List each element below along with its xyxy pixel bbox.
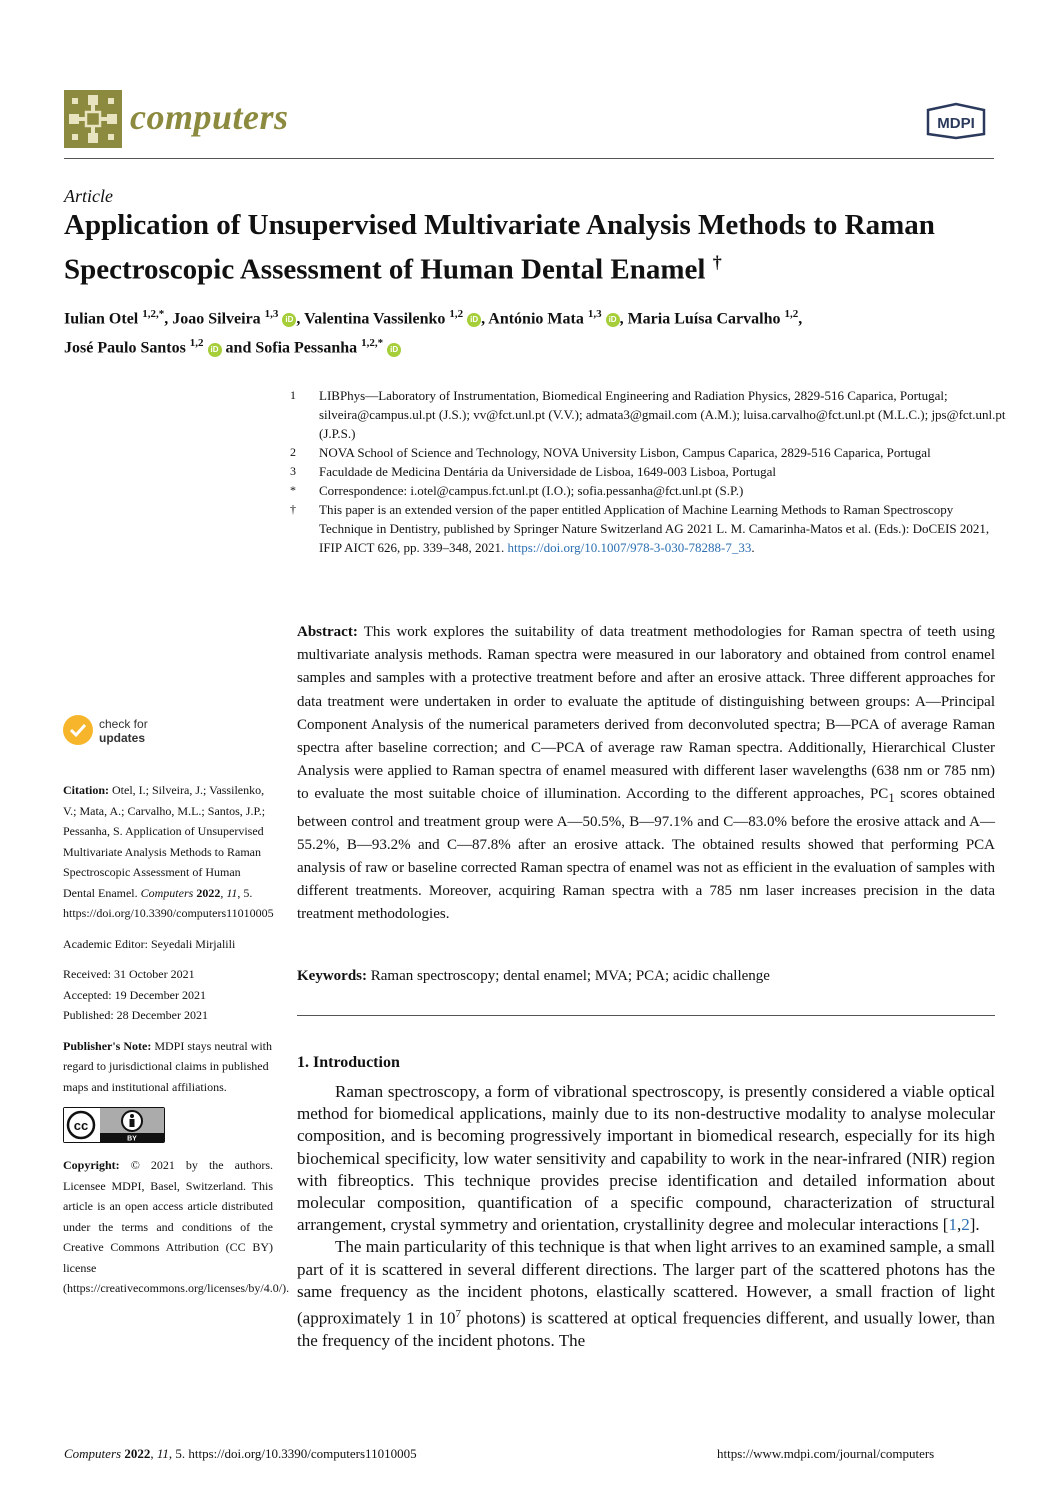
author-name: Sofia Pessanha (255, 339, 362, 357)
title-text: Application of Unsupervised Multivariate Analysis Methods to Raman Spectroscopic Assessment of Human Dental Enamel (64, 209, 935, 286)
affiliation-item (290, 386, 1010, 443)
orcid-icon[interactable]: iD (467, 313, 481, 327)
affiliation-item (290, 481, 1010, 500)
author-list (64, 302, 1004, 361)
footer-citation: Computers 2022, 11, 5. https://doi.org/10.3390/computers11010005 (64, 1446, 417, 1461)
published-date: Published: 28 December 2021 (63, 1008, 208, 1022)
affiliation-mark: † (290, 502, 296, 516)
affiliation-text: LIBPhys—Laboratory of Instrumentation, Biomedical Engineering and Radiation Physics, 2829-516 Caparica, Portugal; silveira@campus.ul.pt (J.S.); vv@fct.unl.pt (V.V.); admata3@gmail.com (A.M.); luisa.carvalho@fct.unl.pt (M.L.C.); jps@fct.unl.pt (J.P.S.) (319, 388, 1006, 441)
dates (63, 964, 273, 1026)
citation: Citation: Otel, I.; Silveira, J.; Vassilenko, V.; Mata, A.; Carvalho, M.L.; Santos, J.P.; Pessanha, S. Application of Unsupervised Multivariate Analysis Methods to Raman Spectroscopic Assessment of Human Dental Enamel. Computers 2022, 11, 5. https://doi.org/10.3390/computers11010005 (63, 783, 274, 920)
author-separator: , (481, 310, 489, 328)
keywords-label: Keywords: (297, 968, 367, 984)
orcid-icon[interactable]: iD (387, 343, 401, 357)
keywords: Keywords: Raman spectroscopy; dental enamel; MVA; PCA; acidic challenge (297, 968, 770, 984)
author-affiliation-mark: 1,2,* (361, 337, 384, 350)
mdpi-logo-text: MDPI (937, 115, 975, 132)
check-for-updates-button[interactable] (63, 715, 163, 751)
orcid-icon[interactable]: iD (282, 313, 296, 327)
accepted-date: Accepted: 19 December 2021 (63, 987, 206, 1002)
author-affiliation-mark: 1,3 (587, 308, 602, 320)
copyright: Copyright: © 2021 by the authors. Licensee MDPI, Basel, Switzerland. This article is an open access article distributed under the terms and conditions of the Creative Commons Attribution (CC BY) license (https://creativecommons.org/licenses/by/4.0/). (63, 1158, 290, 1295)
author-separator: , (798, 310, 803, 328)
affiliation-item (290, 500, 1010, 557)
check-text-line1: check for (99, 717, 148, 731)
academic-editor: Academic Editor: Seyedali Mirjalili (63, 936, 236, 951)
orcid-icon[interactable]: iD (606, 313, 620, 327)
author-separator: and (221, 339, 256, 357)
publishers-note: Publisher's Note: MDPI stays neutral with regard to jurisdictional claims in published maps and institutional affiliations. (63, 1038, 272, 1094)
affiliation-mark: 1 (290, 388, 296, 402)
author-separator: , (619, 310, 628, 328)
affiliations (290, 386, 1010, 557)
reference-link-1[interactable]: 1 (948, 1215, 957, 1235)
affiliation-text: This paper is an extended version of the paper entitled Application of Machine Learning Methods to Raman Spectroscopy Technique in Dentistry, published by Springer Nature Switzerland AG 2021 L. M. Camarinha-Matos et al. (Eds.): DoCEIS 2021, IFIP AICT 626, pp. 339–348, 2021. https://doi.org/10.1007/978-3-030-78288-7_33. (319, 502, 990, 555)
affiliation-item (290, 443, 1010, 462)
author-name: António Mata (488, 310, 588, 328)
affiliation-text: Faculdade de Medicina Dentária da Universidade de Lisboa, 1649-003 Lisboa, Portugal (319, 464, 777, 479)
affiliation-mark: 2 (290, 445, 296, 459)
author-name: Maria Luísa Carvalho (627, 310, 785, 328)
cc-text: cc (73, 1118, 89, 1133)
cc-by-license-badge[interactable] (63, 1107, 165, 1143)
author-affiliation-mark: 1,2,* (142, 308, 165, 320)
paper-title (64, 207, 1004, 289)
journal-name: computers (130, 97, 289, 137)
sidebar-info (63, 780, 290, 1309)
affiliation-item (290, 462, 1010, 481)
journal-logo-icon (64, 90, 122, 148)
affiliation-text: NOVA School of Science and Technology, NOVA University Lisbon, Campus Caparica, 2829-516 Caparica, Portugal (319, 445, 931, 460)
check-text-line2: updates (99, 731, 146, 745)
intro-paragraph-1: Raman spectroscopy, a form of vibrational spectroscopy, is presently considered a viable optical method for biomedical applications, mainly due to its non-destructive modality to analyse molecular composition, and is becoming progressively important in biomedical research, especially for its high biochemical specificity, low water sensitivity and capability to work in the near-infrared (NIR) region with fibreoptics. This technique provides precise identification and detailed information about molecular composition, quantification of a specific compound, characterization of structural arrangement, crystal symmetry and orientation, crystallinity degree and molecular interactions [1,2]. (297, 1082, 995, 1235)
author-name: Valentina Vassilenko (304, 310, 450, 328)
author-name: Iulian Otel (64, 310, 143, 328)
title-mark: † (712, 252, 722, 272)
abstract: Abstract: This work explores the suitability of data treatment methodologies for Raman spectra of teeth using multivariate analysis methods. Raman spectra were measured in our laboratory and obtained from control enamel samples and samples with a protective treatment before and after an erosive attack. Three different approaches for data treatment were undertaken in order to evaluate the aptitude of distinguishing between groups: A—Principal Component Analysis of the numerical parameters derived from deconvoluted spectra; B—PCA of average Raman spectra after baseline correction; and C—PCA of average raw Raman spectra. Additionally, Hierarchical Cluster Analysis were applied to Raman spectra of enamel measured with different laser wavelengths (638 nm or 785 nm) to evaluate the most suitable choice of illumination. According to the different approaches, $PC_1$ scores obtained between control and treatment group were A—50.5%, B—97.1% and C—83.0% before the erosive attack and A—55.2%, B—93.2% and C—87.8% after an erosive attack. The obtained results showed that performing PCA analysis of raw or baseline corrected Raman spectra of enamel was not as efficient in the evaluation of samples with different treatments. Moreover, acquiring Raman spectra with a 785 nm laser increases precision in the data treatment methodologies. (297, 624, 995, 923)
affiliation-text: Correspondence: i.otel@campus.fct.unl.pt (I.O.); sofia.pessanha@fct.unl.pt (S.P.) (319, 483, 744, 498)
author-name: Joao Silveira (172, 310, 265, 328)
reference-link-2[interactable]: 2 (961, 1215, 970, 1235)
article-type: Article (64, 186, 113, 206)
author-affiliation-mark: 1,2 (189, 337, 204, 350)
author-name: José Paulo Santos (64, 339, 190, 357)
author-affiliation-mark: 1,2 (784, 308, 799, 320)
footer-journal-url[interactable]: https://www.mdpi.com/journal/computers (717, 1446, 935, 1461)
header-divider (64, 158, 994, 159)
intro-paragraph-2: The main particularity of this technique is that when light arrives to an examined sample, a small part of it is scattered in several different directions. The larger part of the scattered photons has the same frequency as the incident photons, elastically scattered. However, a small fraction of light (approximately 1 in $10^7$ photons) is scattered at optical frequencies different, and usually lower, than the frequency of the incident photons. The (297, 1237, 995, 1350)
affiliation-mark: * (290, 483, 296, 497)
author-separator: , (164, 310, 173, 328)
section-divider (297, 1015, 995, 1016)
received-date: Received: 31 October 2021 (63, 967, 195, 981)
author-affiliation-mark: 1,2 (449, 308, 464, 320)
introduction-body (297, 1081, 995, 1352)
check-icon (63, 715, 93, 745)
mdpi-logo (920, 102, 992, 140)
author-affiliation-mark: 1,3 (264, 308, 279, 320)
section-heading-introduction: 1. Introduction (297, 1054, 400, 1071)
doi-link[interactable]: https://doi.org/10.1007/978-3-030-78288-7_33 (507, 540, 752, 555)
by-text: BY (127, 1135, 137, 1142)
author-separator: , (296, 310, 305, 328)
affiliation-mark: 3 (290, 464, 296, 478)
orcid-icon[interactable]: iD (208, 343, 222, 357)
abstract-label: Abstract: (297, 624, 358, 640)
